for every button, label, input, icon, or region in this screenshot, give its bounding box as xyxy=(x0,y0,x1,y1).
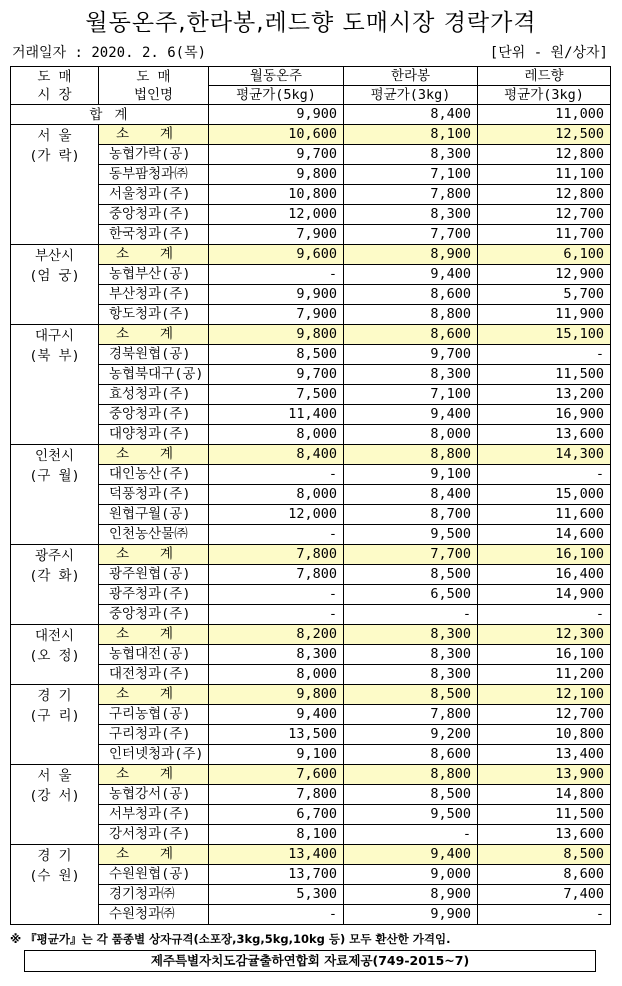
market-name: 부산시 (엄 궁) xyxy=(11,245,99,325)
header-corp: 도 매 법인명 xyxy=(99,67,209,105)
table-row xyxy=(11,145,611,165)
corp-name: 광주원협(공) xyxy=(99,565,209,585)
price-value: 14,600 xyxy=(478,525,611,545)
corp-name: 항도청과(주) xyxy=(99,305,209,325)
header-avg-label: 평균가(3kg) xyxy=(344,86,478,105)
table-row xyxy=(11,785,611,805)
subtotal-label-char: 계 xyxy=(159,326,173,342)
price-value: - xyxy=(478,345,611,365)
corp-name: 수원청과㈜ xyxy=(99,905,209,925)
corp-name: 대양청과(주) xyxy=(99,425,209,445)
subtotal-label xyxy=(99,845,209,865)
price-value: - xyxy=(478,605,611,625)
table-row xyxy=(11,265,611,285)
header-row xyxy=(11,67,611,86)
subtotal-value: 12,300 xyxy=(478,625,611,645)
corp-name: 동부팜청과㈜ xyxy=(99,165,209,185)
header-product: 월동온주 xyxy=(209,67,344,86)
table-row xyxy=(11,605,611,625)
corp-name: 서부청과(주) xyxy=(99,805,209,825)
price-value: 9,700 xyxy=(209,145,344,165)
price-value: - xyxy=(344,825,478,845)
total-value: 9,900 xyxy=(209,105,344,125)
subtotal-value: 12,100 xyxy=(478,685,611,705)
subtotal-value: 7,800 xyxy=(209,545,344,565)
table-row xyxy=(11,805,611,825)
price-value: 10,800 xyxy=(209,185,344,205)
price-value: 8,600 xyxy=(344,285,478,305)
corp-name: 농협강서(공) xyxy=(99,785,209,805)
subtotal-value: 8,300 xyxy=(344,625,478,645)
table-row xyxy=(11,645,611,665)
corp-name: 대전청과(주) xyxy=(99,665,209,685)
table-row xyxy=(11,165,611,185)
table-row xyxy=(11,305,611,325)
price-value: 8,100 xyxy=(209,825,344,845)
subtotal-label xyxy=(99,325,209,345)
subtotal-row xyxy=(11,685,611,705)
subtotal-value: 13,900 xyxy=(478,765,611,785)
price-value: 8,000 xyxy=(344,425,478,445)
price-value: 16,100 xyxy=(478,645,611,665)
subtotal-value: 9,400 xyxy=(344,845,478,865)
price-value: 16,400 xyxy=(478,565,611,585)
price-value: 6,700 xyxy=(209,805,344,825)
price-value: 8,000 xyxy=(209,485,344,505)
subtotal-label-char: 계 xyxy=(159,246,173,262)
subtotal-value: 16,100 xyxy=(478,545,611,565)
price-value: 8,600 xyxy=(344,745,478,765)
price-value: - xyxy=(209,525,344,545)
corp-name: 수원원협(공) xyxy=(99,865,209,885)
price-value: 11,400 xyxy=(209,405,344,425)
subtotal-label-char: 소 xyxy=(116,126,130,142)
corp-name: 인천농산물㈜ xyxy=(99,525,209,545)
footnote: ※ 『평균가』는 각 품종별 상자규격(소포장,3kg,5kg,10kg 등) 모두 환산한 가격임. xyxy=(10,932,451,946)
subtotal-label xyxy=(99,765,209,785)
table-row xyxy=(11,345,611,365)
price-value: 9,800 xyxy=(209,165,344,185)
subtotal-label-char: 계 xyxy=(159,846,173,862)
table-row xyxy=(11,745,611,765)
price-value: 7,800 xyxy=(209,565,344,585)
price-value: 8,000 xyxy=(209,665,344,685)
price-value: 9,400 xyxy=(209,705,344,725)
price-value: 8,300 xyxy=(344,365,478,385)
subtotal-label xyxy=(99,545,209,565)
table-row xyxy=(11,725,611,745)
price-value: 8,500 xyxy=(344,785,478,805)
subtotal-value: 8,200 xyxy=(209,625,344,645)
subtotal-label-char: 소 xyxy=(116,546,130,562)
subtotal-label-char: 소 xyxy=(116,686,130,702)
corp-name: 인터넷청과(주) xyxy=(99,745,209,765)
corp-name: 농협북대구(공) xyxy=(99,365,209,385)
table-row xyxy=(11,225,611,245)
price-value: 8,900 xyxy=(344,885,478,905)
unit-label: [단위 - 원/상자] xyxy=(489,45,608,61)
subtotal-label xyxy=(99,625,209,645)
table-row xyxy=(11,185,611,205)
table-row xyxy=(11,465,611,485)
price-value: 13,400 xyxy=(478,745,611,765)
total-value: 8,400 xyxy=(344,105,478,125)
price-value: 8,500 xyxy=(209,345,344,365)
subtotal-label-char: 소 xyxy=(116,246,130,262)
subtotal-label-char: 소 xyxy=(116,846,130,862)
table-row xyxy=(11,885,611,905)
corp-name: 구리청과(주) xyxy=(99,725,209,745)
market-name: 서 울 (가 락) xyxy=(11,125,99,245)
subtotal-label-char: 계 xyxy=(159,766,173,782)
subtotal-label-char: 계 xyxy=(159,446,173,462)
price-value: 9,200 xyxy=(344,725,478,745)
corp-name: 서울청과(주) xyxy=(99,185,209,205)
subtotal-row xyxy=(11,245,611,265)
price-value: - xyxy=(209,585,344,605)
table-row xyxy=(11,425,611,445)
page-title: 월동온주,한라봉,레드향 도매시장 경락가격 xyxy=(85,10,537,36)
price-value: 9,500 xyxy=(344,525,478,545)
price-value: 8,300 xyxy=(344,665,478,685)
subtotal-label-char: 계 xyxy=(159,546,173,562)
subtotal-row xyxy=(11,125,611,145)
price-value: 12,000 xyxy=(209,205,344,225)
price-value: 13,500 xyxy=(209,725,344,745)
price-value: 8,500 xyxy=(344,565,478,585)
subtotal-value: 7,700 xyxy=(344,545,478,565)
price-value: 13,700 xyxy=(209,865,344,885)
price-value: 8,400 xyxy=(344,485,478,505)
subtotal-label-char: 소 xyxy=(116,446,130,462)
table-row xyxy=(11,485,611,505)
price-value: - xyxy=(478,465,611,485)
corp-name: 경기청과㈜ xyxy=(99,885,209,905)
table-row xyxy=(11,205,611,225)
subtotal-value: 8,500 xyxy=(478,845,611,865)
price-value: - xyxy=(209,265,344,285)
subtotal-row xyxy=(11,545,611,565)
price-value: 11,500 xyxy=(478,365,611,385)
table-row xyxy=(11,585,611,605)
price-value: 11,200 xyxy=(478,665,611,685)
subtotal-value: 6,100 xyxy=(478,245,611,265)
price-value: 9,100 xyxy=(209,745,344,765)
price-value: 11,600 xyxy=(478,505,611,525)
price-value: 15,000 xyxy=(478,485,611,505)
price-value: 8,300 xyxy=(344,205,478,225)
subtotal-value: 14,300 xyxy=(478,445,611,465)
subtotal-value: 9,600 xyxy=(209,245,344,265)
total-label: 합 계 xyxy=(11,105,209,125)
market-name: 경 기 (수 원) xyxy=(11,845,99,925)
corp-name: 중앙청과(주) xyxy=(99,605,209,625)
price-value: 14,800 xyxy=(478,785,611,805)
price-value: 16,900 xyxy=(478,405,611,425)
header-product: 한라봉 xyxy=(344,67,478,86)
price-value: 12,800 xyxy=(478,185,611,205)
price-value: 7,100 xyxy=(344,165,478,185)
price-value: 13,200 xyxy=(478,385,611,405)
price-value: 8,700 xyxy=(344,505,478,525)
subtotal-row xyxy=(11,765,611,785)
price-value: 7,800 xyxy=(344,705,478,725)
subtotal-value: 8,100 xyxy=(344,125,478,145)
market-name: 대전시 (오 정) xyxy=(11,625,99,685)
price-value: 7,500 xyxy=(209,385,344,405)
market-name: 경 기 (구 리) xyxy=(11,685,99,765)
price-value: 11,100 xyxy=(478,165,611,185)
corp-name: 농협부산(공) xyxy=(99,265,209,285)
corp-name: 광주청과(주) xyxy=(99,585,209,605)
corp-name: 경북원협(공) xyxy=(99,345,209,365)
table-row xyxy=(11,705,611,725)
subtotal-label-char: 계 xyxy=(159,126,173,142)
subtotal-value: 10,600 xyxy=(209,125,344,145)
price-value: 12,900 xyxy=(478,265,611,285)
subtotal-value: 8,400 xyxy=(209,445,344,465)
header-product: 레드향 xyxy=(478,67,611,86)
trade-date: 거래일자 : 2020. 2. 6(목) xyxy=(12,45,207,61)
price-value: 8,300 xyxy=(344,145,478,165)
price-value: 13,600 xyxy=(478,425,611,445)
subtotal-value: 9,800 xyxy=(209,685,344,705)
table-row xyxy=(11,505,611,525)
price-value: 7,100 xyxy=(344,385,478,405)
price-value: 7,800 xyxy=(209,785,344,805)
table-row xyxy=(11,565,611,585)
price-value: 9,900 xyxy=(344,905,478,925)
subtotal-row xyxy=(11,845,611,865)
corp-name: 구리농협(공) xyxy=(99,705,209,725)
market-name: 인천시 (구 월) xyxy=(11,445,99,545)
market-name: 대구시 (북 부) xyxy=(11,325,99,445)
price-value: 12,700 xyxy=(478,705,611,725)
price-value: 12,800 xyxy=(478,145,611,165)
corp-name: 원협구월(공) xyxy=(99,505,209,525)
price-value: 9,900 xyxy=(209,285,344,305)
subtotal-label-char: 계 xyxy=(159,626,173,642)
price-value: 7,400 xyxy=(478,885,611,905)
subtotal-label-char: 소 xyxy=(116,626,130,642)
corp-name: 덕풍청과(주) xyxy=(99,485,209,505)
price-value: 8,300 xyxy=(209,645,344,665)
price-value: - xyxy=(209,905,344,925)
price-value: 8,600 xyxy=(478,865,611,885)
table-row xyxy=(11,365,611,385)
price-value: 9,700 xyxy=(344,345,478,365)
table-row xyxy=(11,905,611,925)
header-market: 도 매 시 장 xyxy=(11,67,99,105)
subtotal-row xyxy=(11,445,611,465)
subtotal-label xyxy=(99,685,209,705)
price-value: - xyxy=(209,465,344,485)
subtotal-value: 13,400 xyxy=(209,845,344,865)
subtotal-label xyxy=(99,125,209,145)
subtotal-value: 8,900 xyxy=(344,245,478,265)
price-value: 9,000 xyxy=(344,865,478,885)
price-value: 8,800 xyxy=(344,305,478,325)
price-value: 14,900 xyxy=(478,585,611,605)
price-value: 5,300 xyxy=(209,885,344,905)
table-row xyxy=(11,385,611,405)
total-value: 11,000 xyxy=(478,105,611,125)
header-avg-label: 평균가(3kg) xyxy=(478,86,611,105)
price-value: 6,500 xyxy=(344,585,478,605)
table-row xyxy=(11,825,611,845)
market-name: 서 울 (강 서) xyxy=(11,765,99,845)
price-value: 11,700 xyxy=(478,225,611,245)
subtotal-label-char: 소 xyxy=(116,326,130,342)
price-value: 9,400 xyxy=(344,405,478,425)
price-value: 12,000 xyxy=(209,505,344,525)
corp-name: 효성청과(주) xyxy=(99,385,209,405)
corp-name: 대인농산(주) xyxy=(99,465,209,485)
market-name: 광주시 (각 화) xyxy=(11,545,99,625)
corp-name: 농협가락(공) xyxy=(99,145,209,165)
table-row xyxy=(11,665,611,685)
price-value: 10,800 xyxy=(478,725,611,745)
price-value: 7,900 xyxy=(209,305,344,325)
subtotal-label-char: 소 xyxy=(116,766,130,782)
header-avg-label: 평균가(5kg) xyxy=(209,86,344,105)
price-value: 7,900 xyxy=(209,225,344,245)
price-table xyxy=(10,66,611,925)
corp-name: 중앙청과(주) xyxy=(99,205,209,225)
price-value: 9,700 xyxy=(209,365,344,385)
price-value: 8,300 xyxy=(344,645,478,665)
subtotal-label xyxy=(99,445,209,465)
table-row xyxy=(11,405,611,425)
price-value: 11,500 xyxy=(478,805,611,825)
subtotal-value: 8,600 xyxy=(344,325,478,345)
subtotal-value: 8,800 xyxy=(344,445,478,465)
price-value: 9,500 xyxy=(344,805,478,825)
subtotal-value: 12,500 xyxy=(478,125,611,145)
subtotal-row xyxy=(11,625,611,645)
price-value: 9,100 xyxy=(344,465,478,485)
price-value: 8,000 xyxy=(209,425,344,445)
subtotal-value: 8,800 xyxy=(344,765,478,785)
price-value: - xyxy=(209,605,344,625)
subtotal-value: 8,500 xyxy=(344,685,478,705)
price-value: 13,600 xyxy=(478,825,611,845)
price-value: 5,700 xyxy=(478,285,611,305)
corp-name: 중앙청과(주) xyxy=(99,405,209,425)
source-footer: 제주특별자치도감귤출하연합회 자료제공(749-2015~7) xyxy=(24,950,596,972)
subtotal-value: 7,600 xyxy=(209,765,344,785)
price-value: - xyxy=(344,605,478,625)
subtotal-label xyxy=(99,245,209,265)
corp-name: 농협대전(공) xyxy=(99,645,209,665)
price-value: 7,800 xyxy=(344,185,478,205)
corp-name: 한국청과(주) xyxy=(99,225,209,245)
price-value: 12,700 xyxy=(478,205,611,225)
table-row xyxy=(11,525,611,545)
price-value: 7,700 xyxy=(344,225,478,245)
subtotal-row xyxy=(11,325,611,345)
corp-name: 부산청과(주) xyxy=(99,285,209,305)
price-value: 9,400 xyxy=(344,265,478,285)
subtotal-value: 15,100 xyxy=(478,325,611,345)
table-row xyxy=(11,285,611,305)
table-row xyxy=(11,865,611,885)
price-value: 11,900 xyxy=(478,305,611,325)
price-value: - xyxy=(478,905,611,925)
subtotal-value: 9,800 xyxy=(209,325,344,345)
total-row xyxy=(11,105,611,125)
subtotal-label-char: 계 xyxy=(159,686,173,702)
corp-name: 강서청과(주) xyxy=(99,825,209,845)
